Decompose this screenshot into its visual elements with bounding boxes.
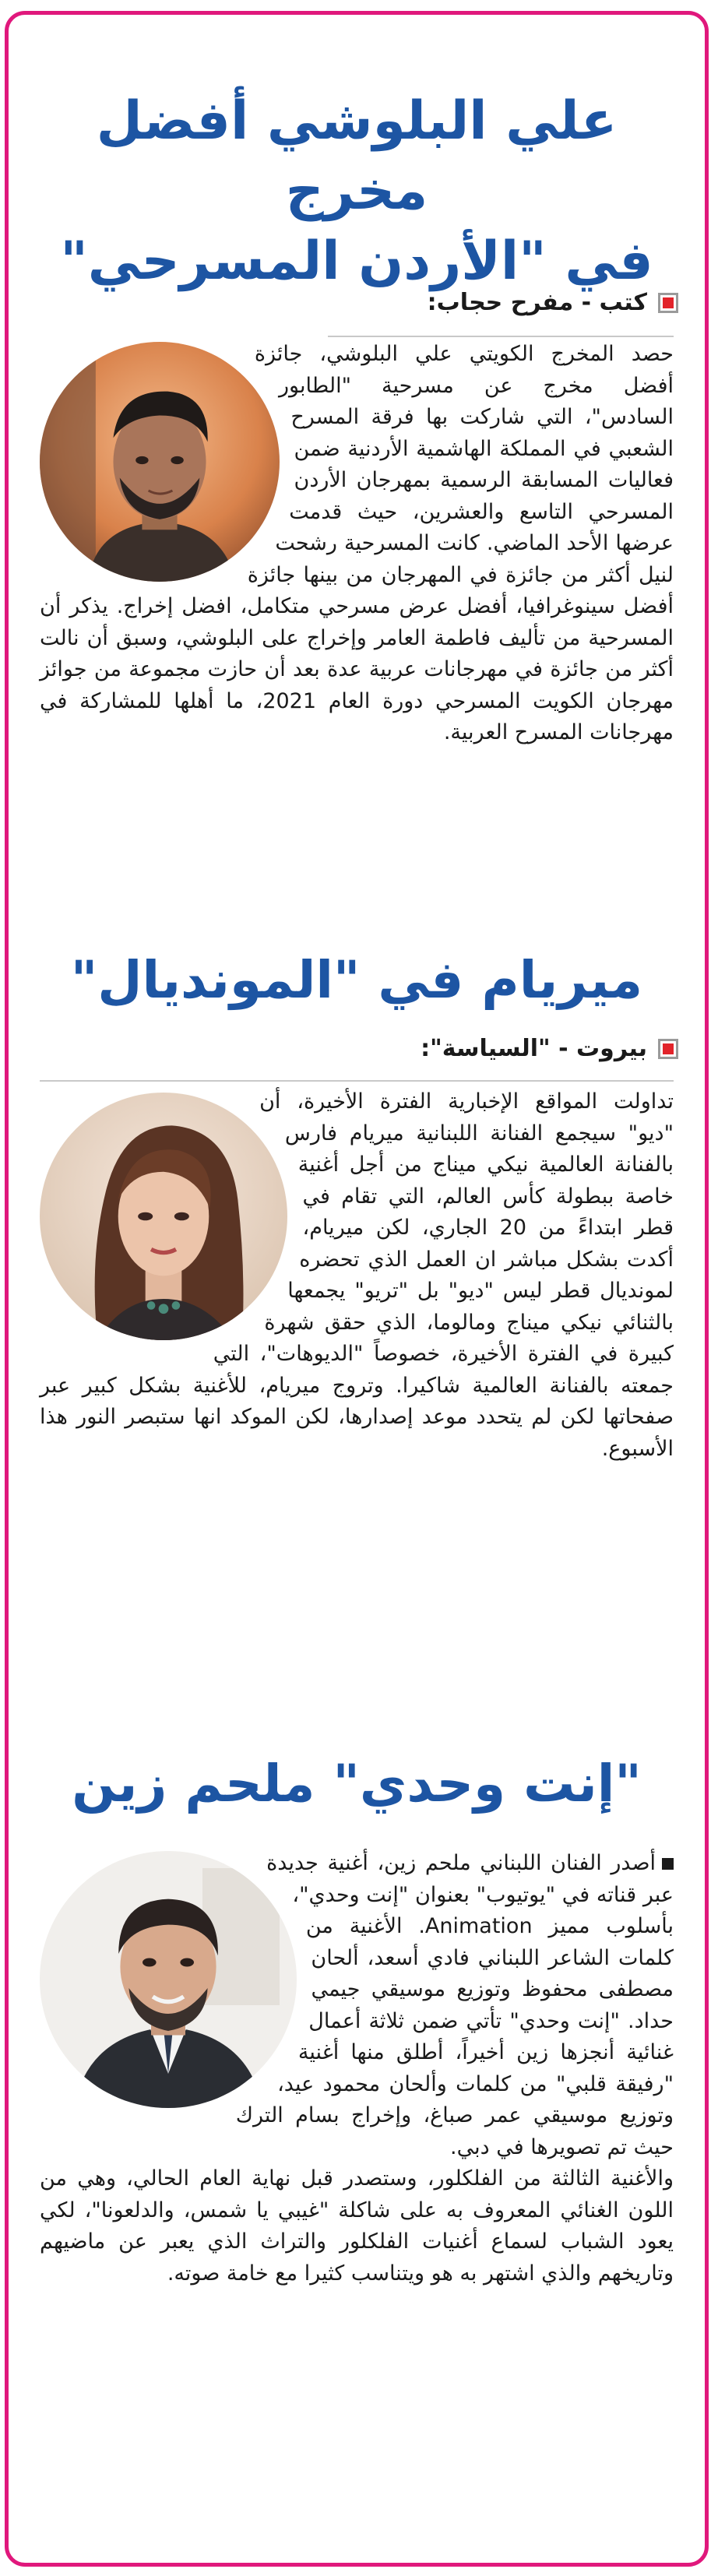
article3-para1-text: أصدر الفنان اللبناني ملحم زين، أغنية جديدة عبر قناته في "يوتيوب" بعنوان "إنت وحدي"، بأسلوب مميز Animation. الأغنية من كلمات الشاعر اللبناني فادي أسعد، ألحان مصطفى محفوظ وتوزيع موسيقي جيمي حداد. "إنت وحدي" تأتي ضمن ثلاثة أعمال غنائية أنجزها زين أخيراً، أطلق منها أغنية "رفيقة قلبي" من كلمات وألحان محمود عيد، وتوزيع موسيقي عمر صباغ، وإخراج بسام الترك حيث تم تصويرها في دبي. bbox=[235, 1851, 674, 2159]
article1-byline-text: كتب - مفرح حجاب: bbox=[427, 289, 647, 316]
article1-headline-line2: في "الأردن المسرحي" bbox=[60, 231, 653, 292]
article3-headline: "إنت وحدي" ملحم زين bbox=[72, 1754, 642, 1814]
photo-melhem-zein bbox=[40, 1851, 297, 2108]
article2-byline-rule bbox=[40, 1080, 674, 1082]
red-square-bullet-icon bbox=[658, 293, 678, 313]
article1-body bbox=[40, 339, 674, 749]
article3-para2: والأغنية الثالثة من الفلكلور، وستصدر قبل نهاية العام الحالي، وهي من اللون الغنائي المعروف به على شاكلة "غيبي يا شمس، والدلعونا"، لكي يعود الشباب لسماع أغنيات الفلكلور والتراث الذي يعبر عن ماضيهم وتاريخهم والذي اشتهر به هو ويتناسب كثيرا مع خامة صوته. bbox=[40, 2166, 674, 2286]
article2-byline bbox=[421, 1035, 678, 1062]
article1-byline bbox=[428, 289, 678, 316]
portrait-man-suit-icon bbox=[40, 1851, 297, 2108]
article3-body bbox=[40, 1848, 674, 2289]
article1-headline-line1: علي البلوشي أفضل مخرج bbox=[96, 90, 618, 222]
portrait-woman-icon bbox=[40, 1093, 287, 1340]
article2-headline: ميريام في "المونديال" bbox=[70, 950, 643, 1010]
portrait-man-icon bbox=[40, 342, 280, 582]
black-square-bullet-icon bbox=[662, 1858, 674, 1870]
photo-myriam-fares bbox=[40, 1093, 287, 1340]
article2-body-text: تداولت المواقع الإخبارية الفترة الأخيرة، أن "ديو" سيجمع الفنانة اللبنانية ميريام فارس بالفنانة العالمية نيكي ميناج من أجل أغنية خاصة ببطولة كأس العالم، التي تقام في قطر ابتداءً من 20 الجاري، لكن ميريام، أكدت بشكل مباشر ان العمل الذي تحضره لمونديال قطر ليس "ديو" بل "تريو" يجمعها بالثنائي نيكي ميناج ومالوما، الذي حقق شهرة كبيرة في الفترة الأخيرة، خصوصاً "الديوهات"، التي جمعته بالفنانة العالمية شاكيرا. وتروج ميريام، للأغنية بشكل كبير عبر صفحاتها لكن لم يتحدد موعد إصدارها، لكن الموكد انها ستبصر النور هذا الأسبوع. bbox=[40, 1089, 674, 1461]
article1-byline-rule bbox=[328, 336, 674, 337]
article1-headline bbox=[24, 86, 689, 297]
article1-body-text: حصد المخرج الكويتي علي البلوشي، جائزة أفضل مخرج عن مسرحية "الطابور السادس"، التي شاركت بها فرقة المسرح الشعبي في المملكة الهاشمية الأردنية ضمن فعاليات المسابقة الرسمية بمهرجان الأردن المسرحي التاسع والعشرين، حيث قدمت عرضها الأحد الماضي. كانت المسرحية رشحت لنيل أكثر من جائزة في المهرجان من بينها جائزة أفضل سينوغرافيا، أفضل عرض مسرحي متكامل، افضل إخراج. يذكر أن المسرحية من تأليف فاطمة العامر وإخراج على البلوشي، وسبق أن نالت أكثر من جائزة في مهرجانات عربية عدة بعد أن حازت مجموعة من جوائز مهرجان الكويت المسرحي دورة العام 2021، ما أهلها للمشاركة في مهرجانات المسرح العربية. bbox=[40, 342, 674, 744]
page-frame bbox=[5, 11, 709, 2567]
red-square-bullet-icon bbox=[658, 1039, 678, 1059]
author-photo-ali-albloushi bbox=[40, 342, 280, 582]
article2-byline-text: بيروت - "السياسة": bbox=[421, 1035, 647, 1062]
article2-body bbox=[40, 1086, 674, 1465]
